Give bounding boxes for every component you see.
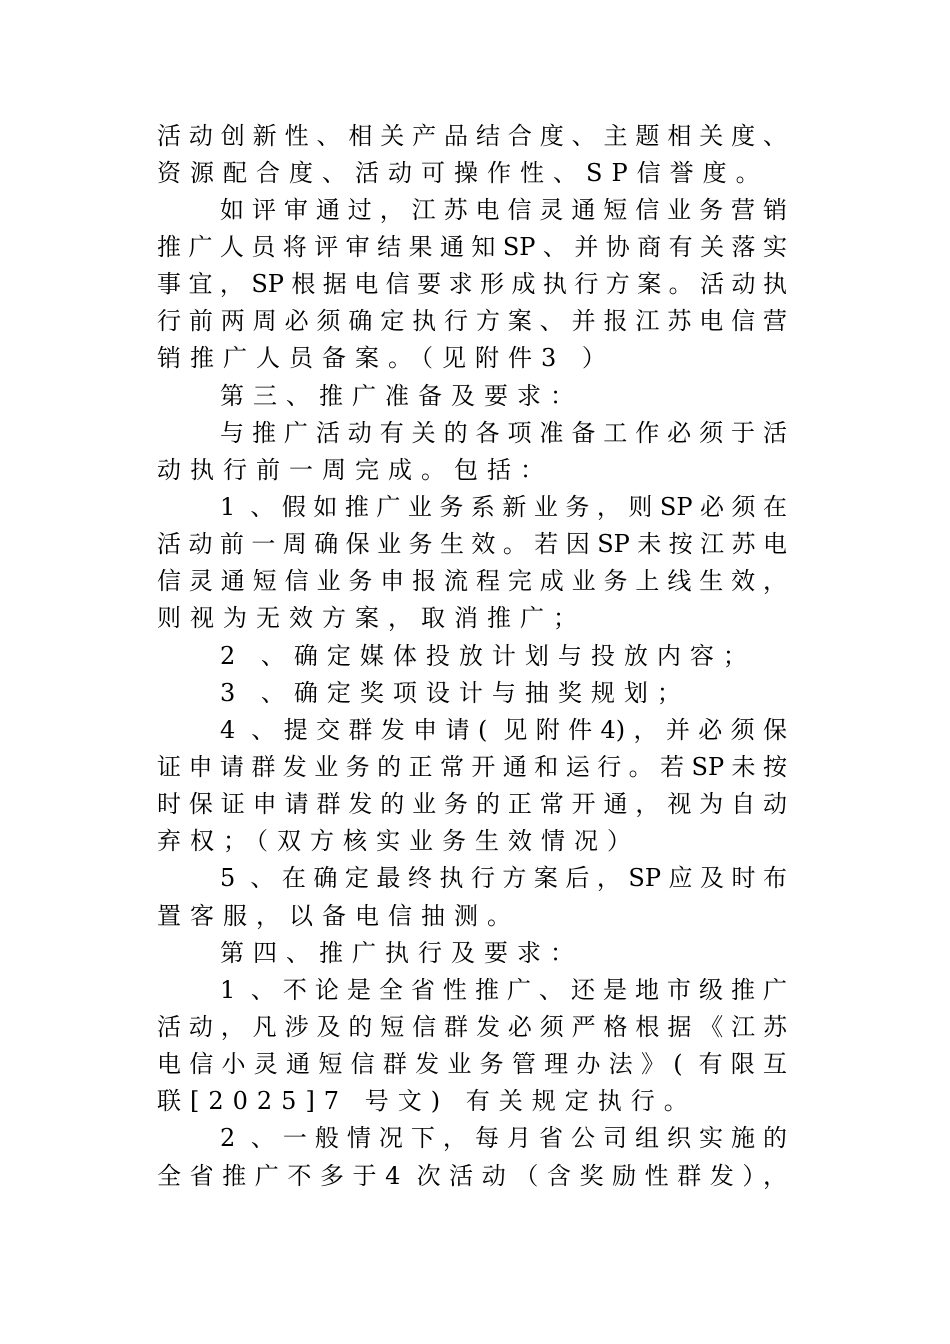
list-item: 1 、不论是全省性推广、还是地市级推广	[220, 976, 787, 1004]
section-heading: 第三、推广准备及要求：	[220, 382, 583, 410]
text-line: 电信小灵通短信群发业务管理办法》( 有限互	[157, 1050, 787, 1078]
text-line: 活动，凡涉及的短信群发必须严格根据《江苏	[157, 1013, 787, 1041]
text-line: 联[2025]7 号文) 有关规定执行。	[157, 1087, 697, 1115]
list-item: 2 、一般情况下，每月省公司组织实施的	[220, 1124, 787, 1152]
text-line: 如评审通过，江苏电信灵通短信业务营销	[220, 196, 787, 224]
text-line: 行前两周必须确定执行方案、并报江苏电信营	[157, 307, 787, 335]
text-line: 弃权；（双方核实业务生效情况）	[157, 827, 640, 855]
text-line: 动执行前一周完成。包括：	[157, 456, 553, 484]
section-heading: 第四、推广执行及要求：	[220, 939, 583, 967]
text-line: 事宜，SP根据电信要求形成执行方案。活动执	[157, 270, 787, 298]
text-line: 销推广人员备案。（见附件3 ）	[157, 344, 615, 372]
list-item: 3 、确定奖项设计与抽奖规划；	[220, 679, 690, 707]
list-item: 1 、假如推广业务系新业务，则SP必须在	[220, 493, 787, 521]
text-line: 资源配合度、活动可操作性、SP信誉度。	[157, 159, 769, 187]
text-line: 信灵通短信业务申报流程完成业务上线生效，	[157, 567, 787, 595]
text-line: 活动前一周确保业务生效。若因SP未按江苏电	[157, 530, 787, 558]
text-line: 与推广活动有关的各项准备工作必须于活	[220, 419, 787, 447]
text-line: 则视为无效方案，取消推广；	[157, 604, 586, 632]
text-line: 证申请群发业务的正常开通和运行。若SP未按	[157, 753, 787, 781]
text-line: 活动创新性、相关产品结合度、主题相关度、	[157, 122, 787, 150]
text-line: 全省推广不多于4 次活动（含奖励性群发），	[157, 1162, 787, 1190]
list-item: 4 、提交群发申请( 见附件4)，并必须保	[220, 716, 787, 744]
list-item: 2 、确定媒体投放计划与投放内容；	[220, 642, 756, 670]
text-line: 推广人员将评审结果通知SP、并协商有关落实	[157, 233, 787, 261]
text-line: 置客服，以备电信抽测。	[157, 902, 520, 930]
list-item: 5 、在确定最终执行方案后，SP应及时布	[220, 864, 787, 892]
text-line: 时保证申请群发的业务的正常开通，视为自动	[157, 790, 787, 818]
